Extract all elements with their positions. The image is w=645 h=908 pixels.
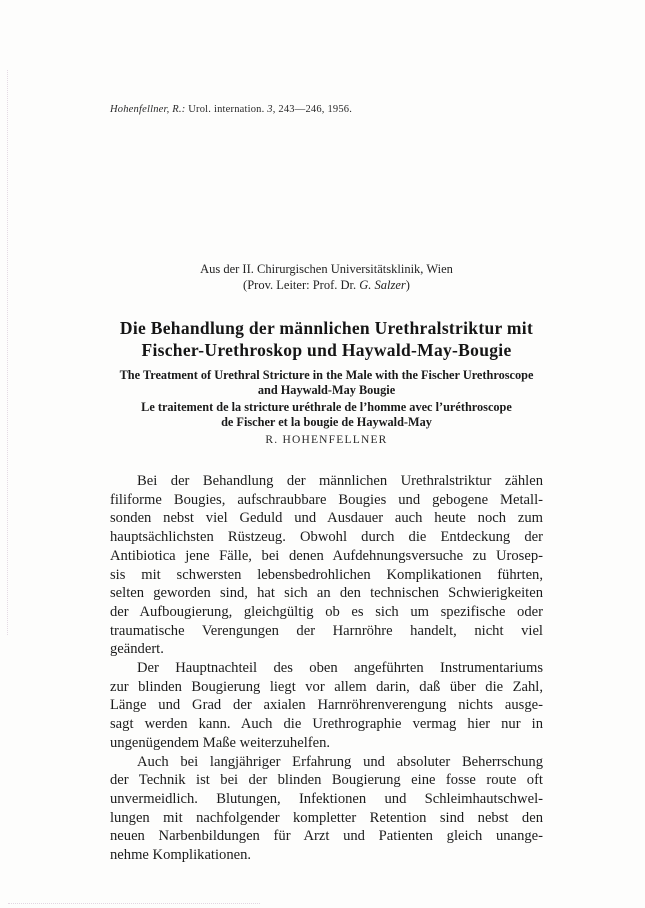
text-line: der Technik ist bei der blinden Bougierung eine fosse route oft	[110, 772, 543, 789]
scan-artifact-left-dots	[7, 70, 8, 635]
article-body	[110, 472, 543, 865]
text-line: Auch bei langjähriger Erfahrung und absoluter Beherrschung	[137, 753, 543, 770]
scan-artifact-bottom-dots	[8, 903, 260, 904]
text-line: zur blinden Bougierung liegt vor allem darin, daß über die Zahl,	[110, 678, 543, 695]
institution-leader-prefix: (Prov. Leiter: Prof. Dr.	[243, 278, 360, 292]
text-line: Der Hauptnachteil des oben angeführten Instrumentariums	[137, 660, 543, 677]
text-line: lungen mit nachfolgender kompletter Retention sind nebst den	[110, 809, 543, 826]
article-title-fr-line1: Le traitement de la stricture uréthrale de l’homme avec l’uréthroscope	[141, 400, 512, 414]
paragraph	[110, 472, 543, 659]
text-line: ungenügendem Maße weiterzuhelfen.	[110, 734, 331, 751]
text-line: Länge und Grad der axialen Harnröhrenverengung nichts ausge-	[110, 697, 543, 714]
article-title-en-line2: and Haywald-May Bougie	[257, 382, 396, 397]
citation-volume: 3	[267, 104, 273, 115]
article-title-en-line1: The Treatment of Urethral Stricture in the Male with the Fischer Urethroscope	[119, 368, 534, 382]
institution-line1: Aus der II. Chirurgischen Universitätsklinik, Wien	[200, 262, 453, 276]
citation-journal: Urol. internation.	[188, 104, 268, 115]
article-title-de	[110, 317, 543, 361]
text-line: selten geworden sind, hat sich an den technischen Schwierigkeiten	[110, 585, 543, 602]
article-title-fr-line2: de Fischer et la bougie de Haywald-May	[221, 414, 432, 429]
paragraph	[110, 659, 543, 753]
text-line: Antibiotica jene Fälle, bei denen Aufdehnungsversuche zu Urosep-	[110, 547, 543, 564]
page-content	[110, 0, 543, 865]
citation-author: Hohenfellner, R.:	[110, 104, 189, 115]
text-line: der Aufbougierung, gleichgültig ob es sich um spezifische oder	[110, 603, 543, 620]
text-line: sis mit schwersten lebensbedrohlichen Komplikationen führten,	[110, 566, 543, 583]
text-line: sonden nebst viel Geduld und Ausdauer auch heute noch zum	[110, 510, 543, 527]
journal-citation	[110, 0, 543, 115]
paragraph	[110, 753, 543, 865]
text-line: unvermeidlich. Blutungen, Infektionen und Schleimhautschwel-	[110, 790, 543, 807]
institution-line2	[110, 277, 543, 293]
text-line: Bei der Behandlung der männlichen Urethralstriktur zählen	[137, 473, 543, 489]
institution-leader-suffix: )	[405, 278, 410, 292]
citation-pages: , 243—246, 1956.	[272, 104, 353, 115]
article-title-de-line1: Die Behandlung der männlichen Urethralstriktur mit	[119, 318, 534, 338]
text-line: nehme Komplikationen.	[110, 847, 252, 864]
institution-block	[110, 261, 543, 293]
text-line: sagt werden kann. Auch die Urethrographie vermag hier nur in	[110, 716, 543, 733]
text-line: neuen Narbenbildungen für Arzt und Patienten gleich unange-	[110, 828, 543, 845]
article-title-de-line2: Fischer-Urethroskop und Haywald-May-Bougie	[141, 340, 512, 360]
article-title-fr	[110, 400, 543, 429]
text-line: hauptsächlichsten Rüstzeug. Obwohl durch die Entdeckung der	[110, 529, 543, 546]
text-line: filiforme Bougies, aufschraubbare Bougies und gebogene Metall-	[110, 491, 543, 508]
text-line: geändert.	[110, 641, 164, 658]
institution-leader-name: G. Salzer	[359, 278, 406, 292]
article-title-en	[110, 368, 543, 397]
text-line: traumatische Verengungen der Harnröhre handelt, nicht viel	[110, 622, 543, 639]
author-name: R. HOHENFELLNER	[265, 434, 388, 446]
